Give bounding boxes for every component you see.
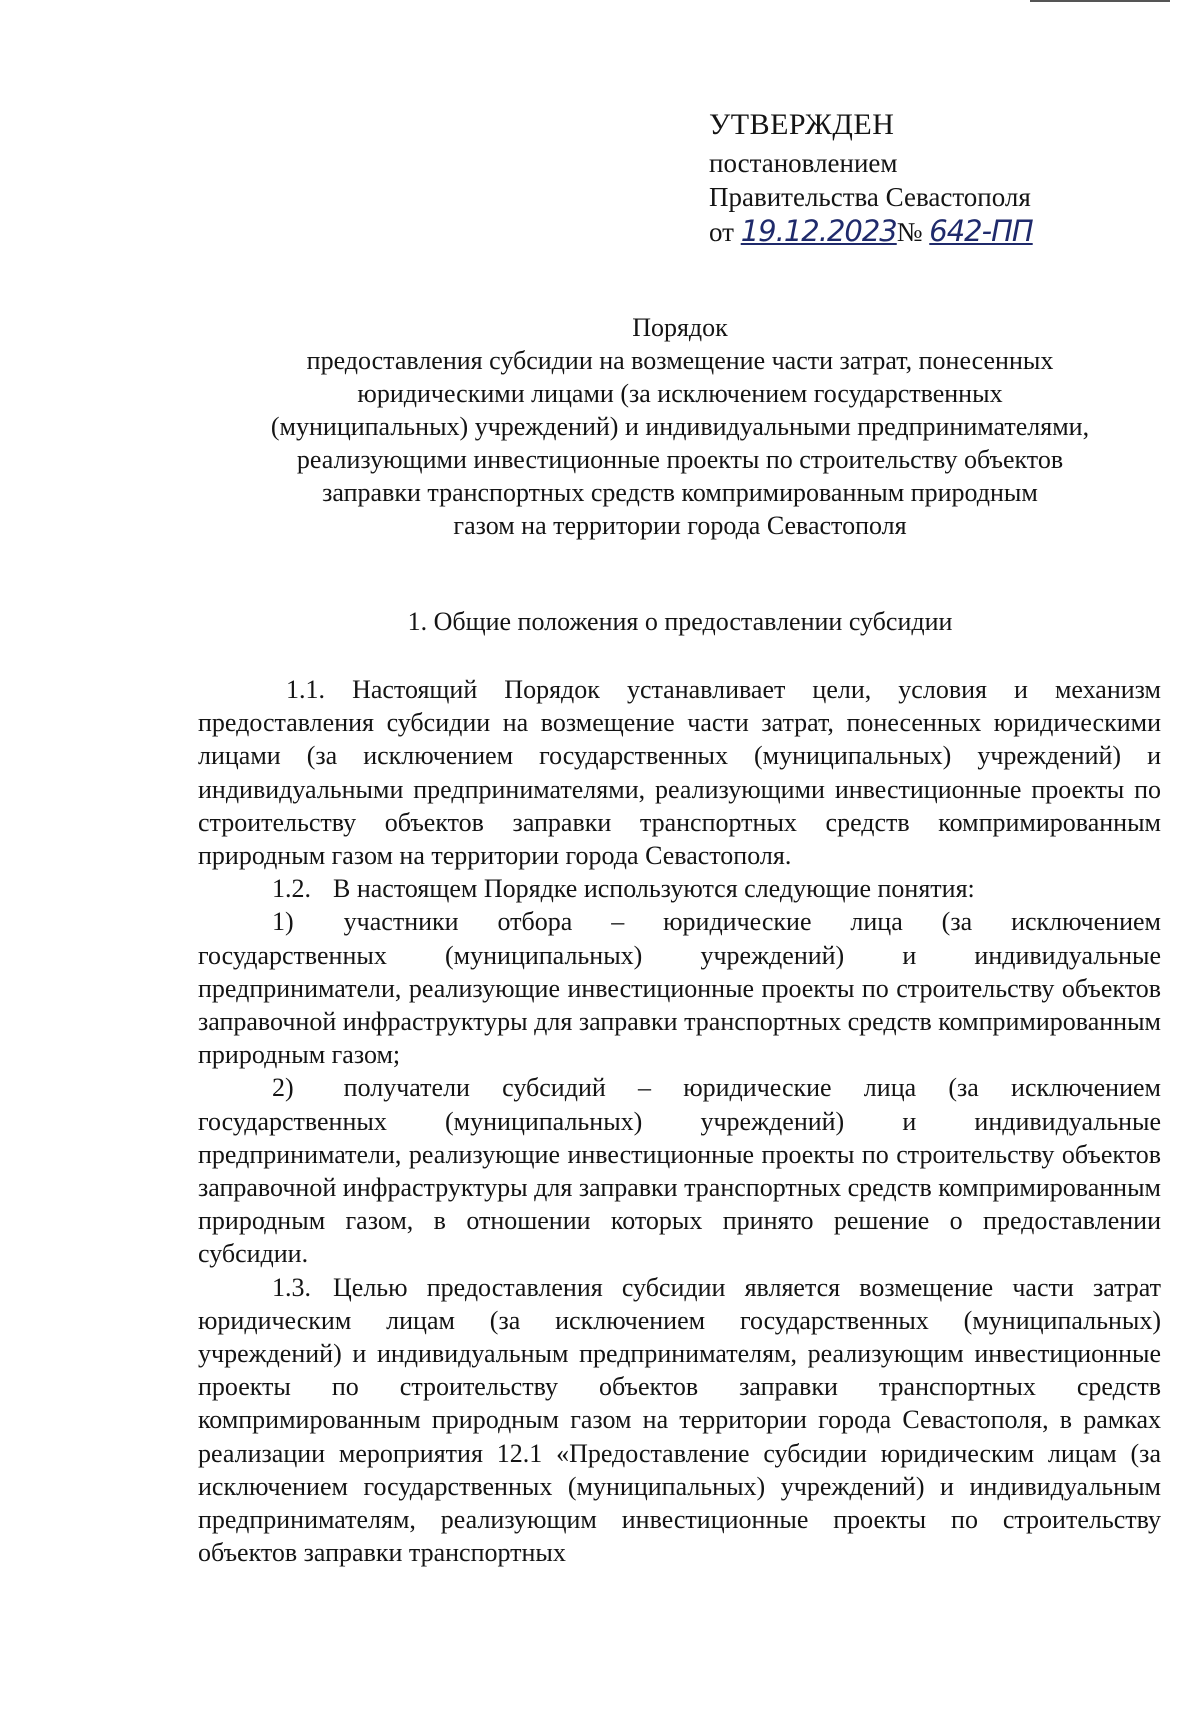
approval-date-prefix: от: [709, 217, 734, 247]
list-item-2: [198, 1071, 1161, 1270]
document-title-line: (муниципальных) учреждений) и индивидуальными предпринимателями,: [270, 412, 1090, 441]
approval-line-government: Правительства Севастополя: [709, 182, 1031, 212]
document-body: [198, 673, 1161, 1569]
approval-title: УТВЕРЖДЕН: [709, 108, 895, 141]
paragraph-number: 1.1.: [286, 675, 325, 704]
approval-date-line: [709, 214, 1033, 249]
document-title-line: заправки транспортных средств компримированным природным: [322, 478, 1038, 507]
list-item-number: 2): [272, 1073, 294, 1103]
paragraph-text: Настоящий Порядок устанавливает цели, условия и механизм предоставления субсидии на возмещение части затрат, понесенных юридическими лицами (за исключением государственных (муниципальных) учреждений) и индивидуальными предпринимателями, реализующими инвестиционные проекты по строительству объектов заправки транспортных средств компримированным природным газом на территории города Севастополя.: [198, 675, 1162, 871]
paragraph-number: 1.3.: [272, 1272, 311, 1302]
document-title-line: реализующими инвестиционные проекты по строительству объектов: [296, 445, 1064, 474]
document-title: [200, 311, 1160, 542]
list-item-1: [198, 905, 1161, 1071]
document-title-line: предоставления субсидии на возмещение части затрат, понесенных: [306, 346, 1054, 375]
approval-date-handwritten: 19.12.2023: [740, 214, 897, 248]
document-title-line: газом на территории города Севастополя: [453, 511, 907, 540]
approval-stamp-block: [709, 108, 1033, 249]
approval-line-resolution: постановлением: [709, 148, 898, 178]
approval-number-sign: №: [896, 217, 923, 247]
approval-number-handwritten: 642-ПП: [929, 214, 1033, 248]
list-item-text: получатели субсидий – юридические лица (за исключением государственных (муниципальных) учреждений) и индивидуальные предприниматели, реализующие инвестиционные проекты по строительству объектов заправочной инфраструктуры для заправки транспортных средств компримированным природным газом, в отношении которых принято решение о предоставлении субсидии.: [198, 1073, 1161, 1269]
paragraph-1-2: [198, 872, 1161, 905]
paragraph-1-1: [198, 673, 1161, 872]
list-item-number: 1): [272, 907, 294, 937]
section-heading: 1. Общие положения о предоставлении субсидии: [407, 607, 953, 636]
paragraph-text: Целью предоставления субсидии является возмещение части затрат юридическим лицам (за исключением государственных (муниципальных) учреждений) и индивидуальным предпринимателям, реализующим инвестиционные проекты по строительству объектов заправки транспортных средств компримированным природным газом на территории города Севастополя, в рамках реализации мероприятия 12.1 «Предоставление субсидии юридическим лицам (за исключением государственных (муниципальных) учреждений) и индивидуальным предпринимателям, реализующим инвестиционные проекты по строительству объектов заправки транспортных: [198, 1272, 1161, 1568]
list-item-text: участники отбора – юридические лица (за исключением государственных (муниципальных) учреждений) и индивидуальные предприниматели, реализующие инвестиционные проекты по строительству объектов заправочной инфраструктуры для заправки транспортных средств компримированным природным газом;: [198, 907, 1161, 1070]
paragraph-1-3: [198, 1271, 1161, 1570]
scan-edge-line: [1030, 0, 1170, 2]
paragraph-text: В настоящем Порядке используются следующие понятия:: [333, 874, 975, 904]
document-title-line: юридическими лицами (за исключением государственных: [357, 379, 1003, 408]
document-title-heading: Порядок: [632, 313, 728, 342]
paragraph-number: 1.2.: [272, 874, 311, 904]
